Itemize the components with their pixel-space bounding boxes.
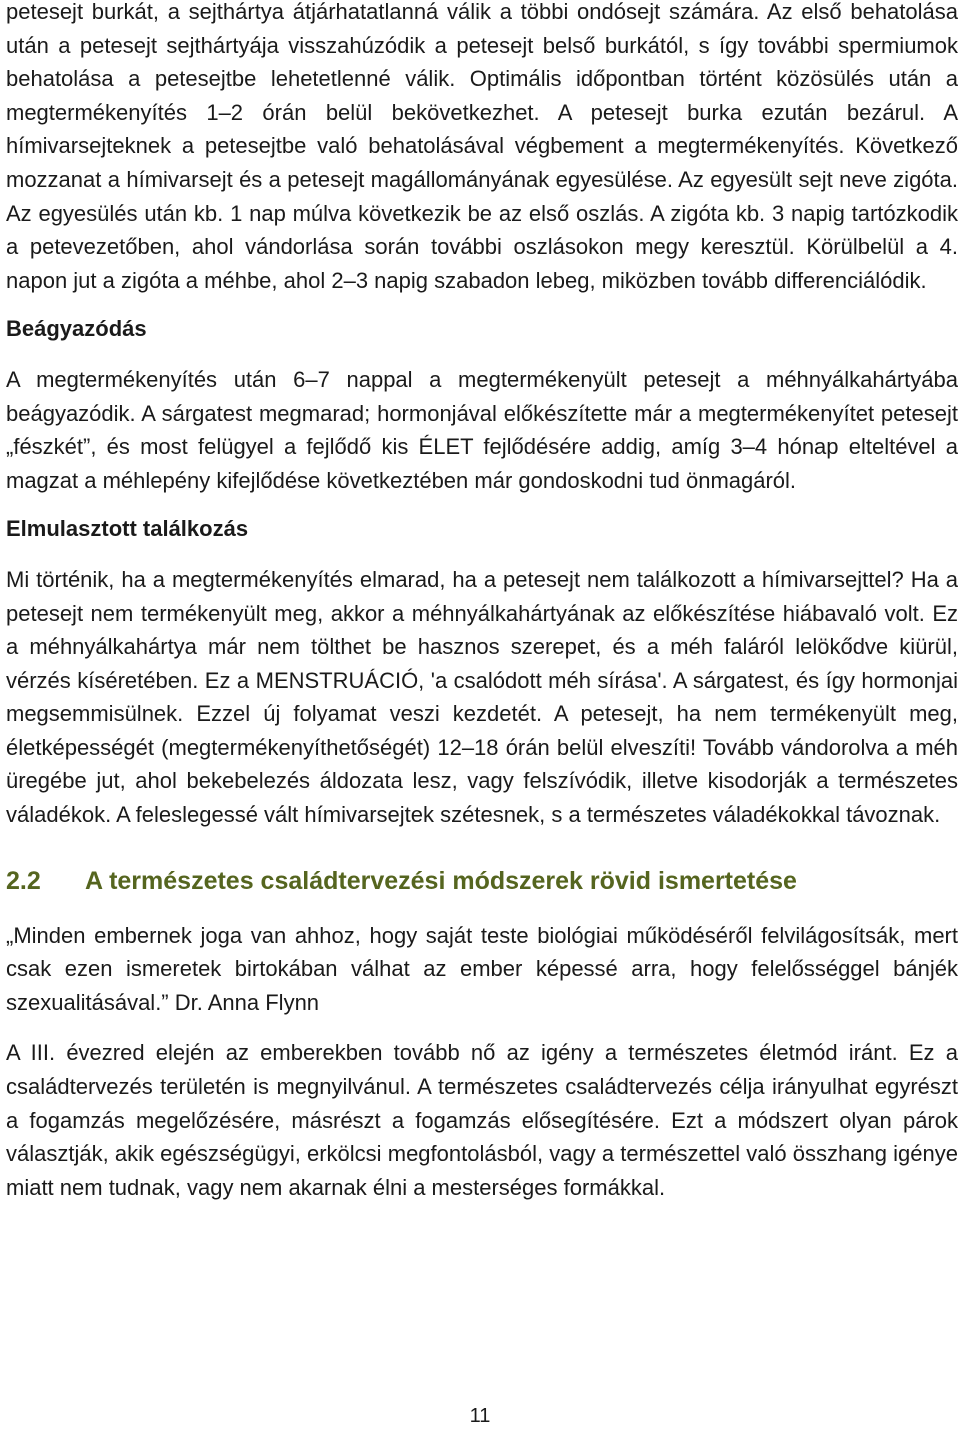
section-heading [6,863,958,899]
heading-beagyazodas: Beágyazódás [6,316,147,342]
section-title: A természetes családtervezési módszerek rövid ismertetése [85,866,797,895]
section-number: 2.2 [6,866,41,895]
paragraph-fertilization: petesejt burkát, a sejthártya átjárhatatlanná válik a többi ondósejt számára. Az első behatolása után a petesejt sejthártyája visszahúzódik a petesejt belső burkától, s így további spermiumok behatolása a petesejtbe lehetetlenné válik. Optimális időpontban történt közösülés után a megtermékenyítés 1–2 órán belül bekövetkezhet. A petesejt burka ezután bezárul. A hímivarsejteknek a petesejtbe való behatolásával végbement a megtermékenyítés. Következő mozzanat a hímivarsejt és a petesejt magállományának egyesülése. Az egyesült sejt neve zigóta. Az egyesülés után kb. 1 nap múlva következik be az első oszlás. A zigóta kb. 3 napig tartózkodik a petevezetőben, ahol vándorlása során további oszlásokon megy keresztül. Körülbelül a 4. napon jut a zigóta a méhbe, ahol 2–3 napig szabadon lebeg, miközben tovább differenciálódik. [6,0,958,293]
page-number: 11 [469,1405,491,1427]
quote-anna-flynn: „Minden embernek joga van ahhoz, hogy saját teste biológiai működéséről felvilágosítsák, mert csak ezen ismeretek birtokában válhat az ember képessé arra, hogy felelősséggel bánjék szexualitásával.” Dr. Anna Flynn [6,922,958,1015]
paragraph-natural-family-planning: A III. évezred elején az emberekben tovább nő az igény a természetes életmód iránt. Ez a családtervezés területén is megnyilvánul. A természetes családtervezés célja irányulhat egyrészt a fogamzás megelőzésére, másrészt a fogamzás elősegítésére. Ezt a módszert olyan párok választják, akik egészségügyi, erkölcsi megfontolásból, vagy a természettel való összhang igénye miatt nem tudnak, vagy nem akarnak élni a mesterséges formákkal. [6,1040,958,1200]
paragraph-implantation: A megtermékenyítés után 6–7 nappal a megtermékenyült petesejt a méhnyálkahártyába beágyazódik. A sárgatest megmarad; hormonjával előkészítette már a megtermékenyítet petesejt „fészkét”, és most felügyel a fejlődő kis ÉLET fejlődésére addig, amíg 3–4 hónap elteltével a magzat a méhlepény kifejlődése következtében már gondoskodni tud önmagáról. [6,366,958,493]
paragraph-missed-meeting: Mi történik, ha a megtermékenyítés elmarad, ha a petesejt nem találkozott a hímivarsejttel? Ha a petesejt nem termékenyült meg, akkor a méhnyálkahártyának az előkészítése hiábavaló volt. Ez a méhnyálkahártya már nem tölthet be hasznos szerepet, és a méh faláról lelökődve kiürül, vérzés kíséretében. Ez a MENSTRUÁCIÓ, 'a csalódott méh sírása'. A sárgatest, és így hormonjai megsemmisülnek. Ezzel új folyamat veszi kezdetét. A petesejt, ha nem termékenyült meg, életképességét (megtermékenyíthetőségét) 12–18 órán belül elveszíti! Tovább vándorolva a méh üregébe jut, ahol bekebelezés áldozata lesz, vagy felszívódik, illetve kisodorják a természetes váladékok. A feleslegessé vált hímivarsejtek szétesnek, s a természetes váladékokkal távoznak. [6,566,958,828]
heading-elmulasztott-talalkozas: Elmulasztott találkozás [6,516,249,542]
document-page [6,0,958,1204]
